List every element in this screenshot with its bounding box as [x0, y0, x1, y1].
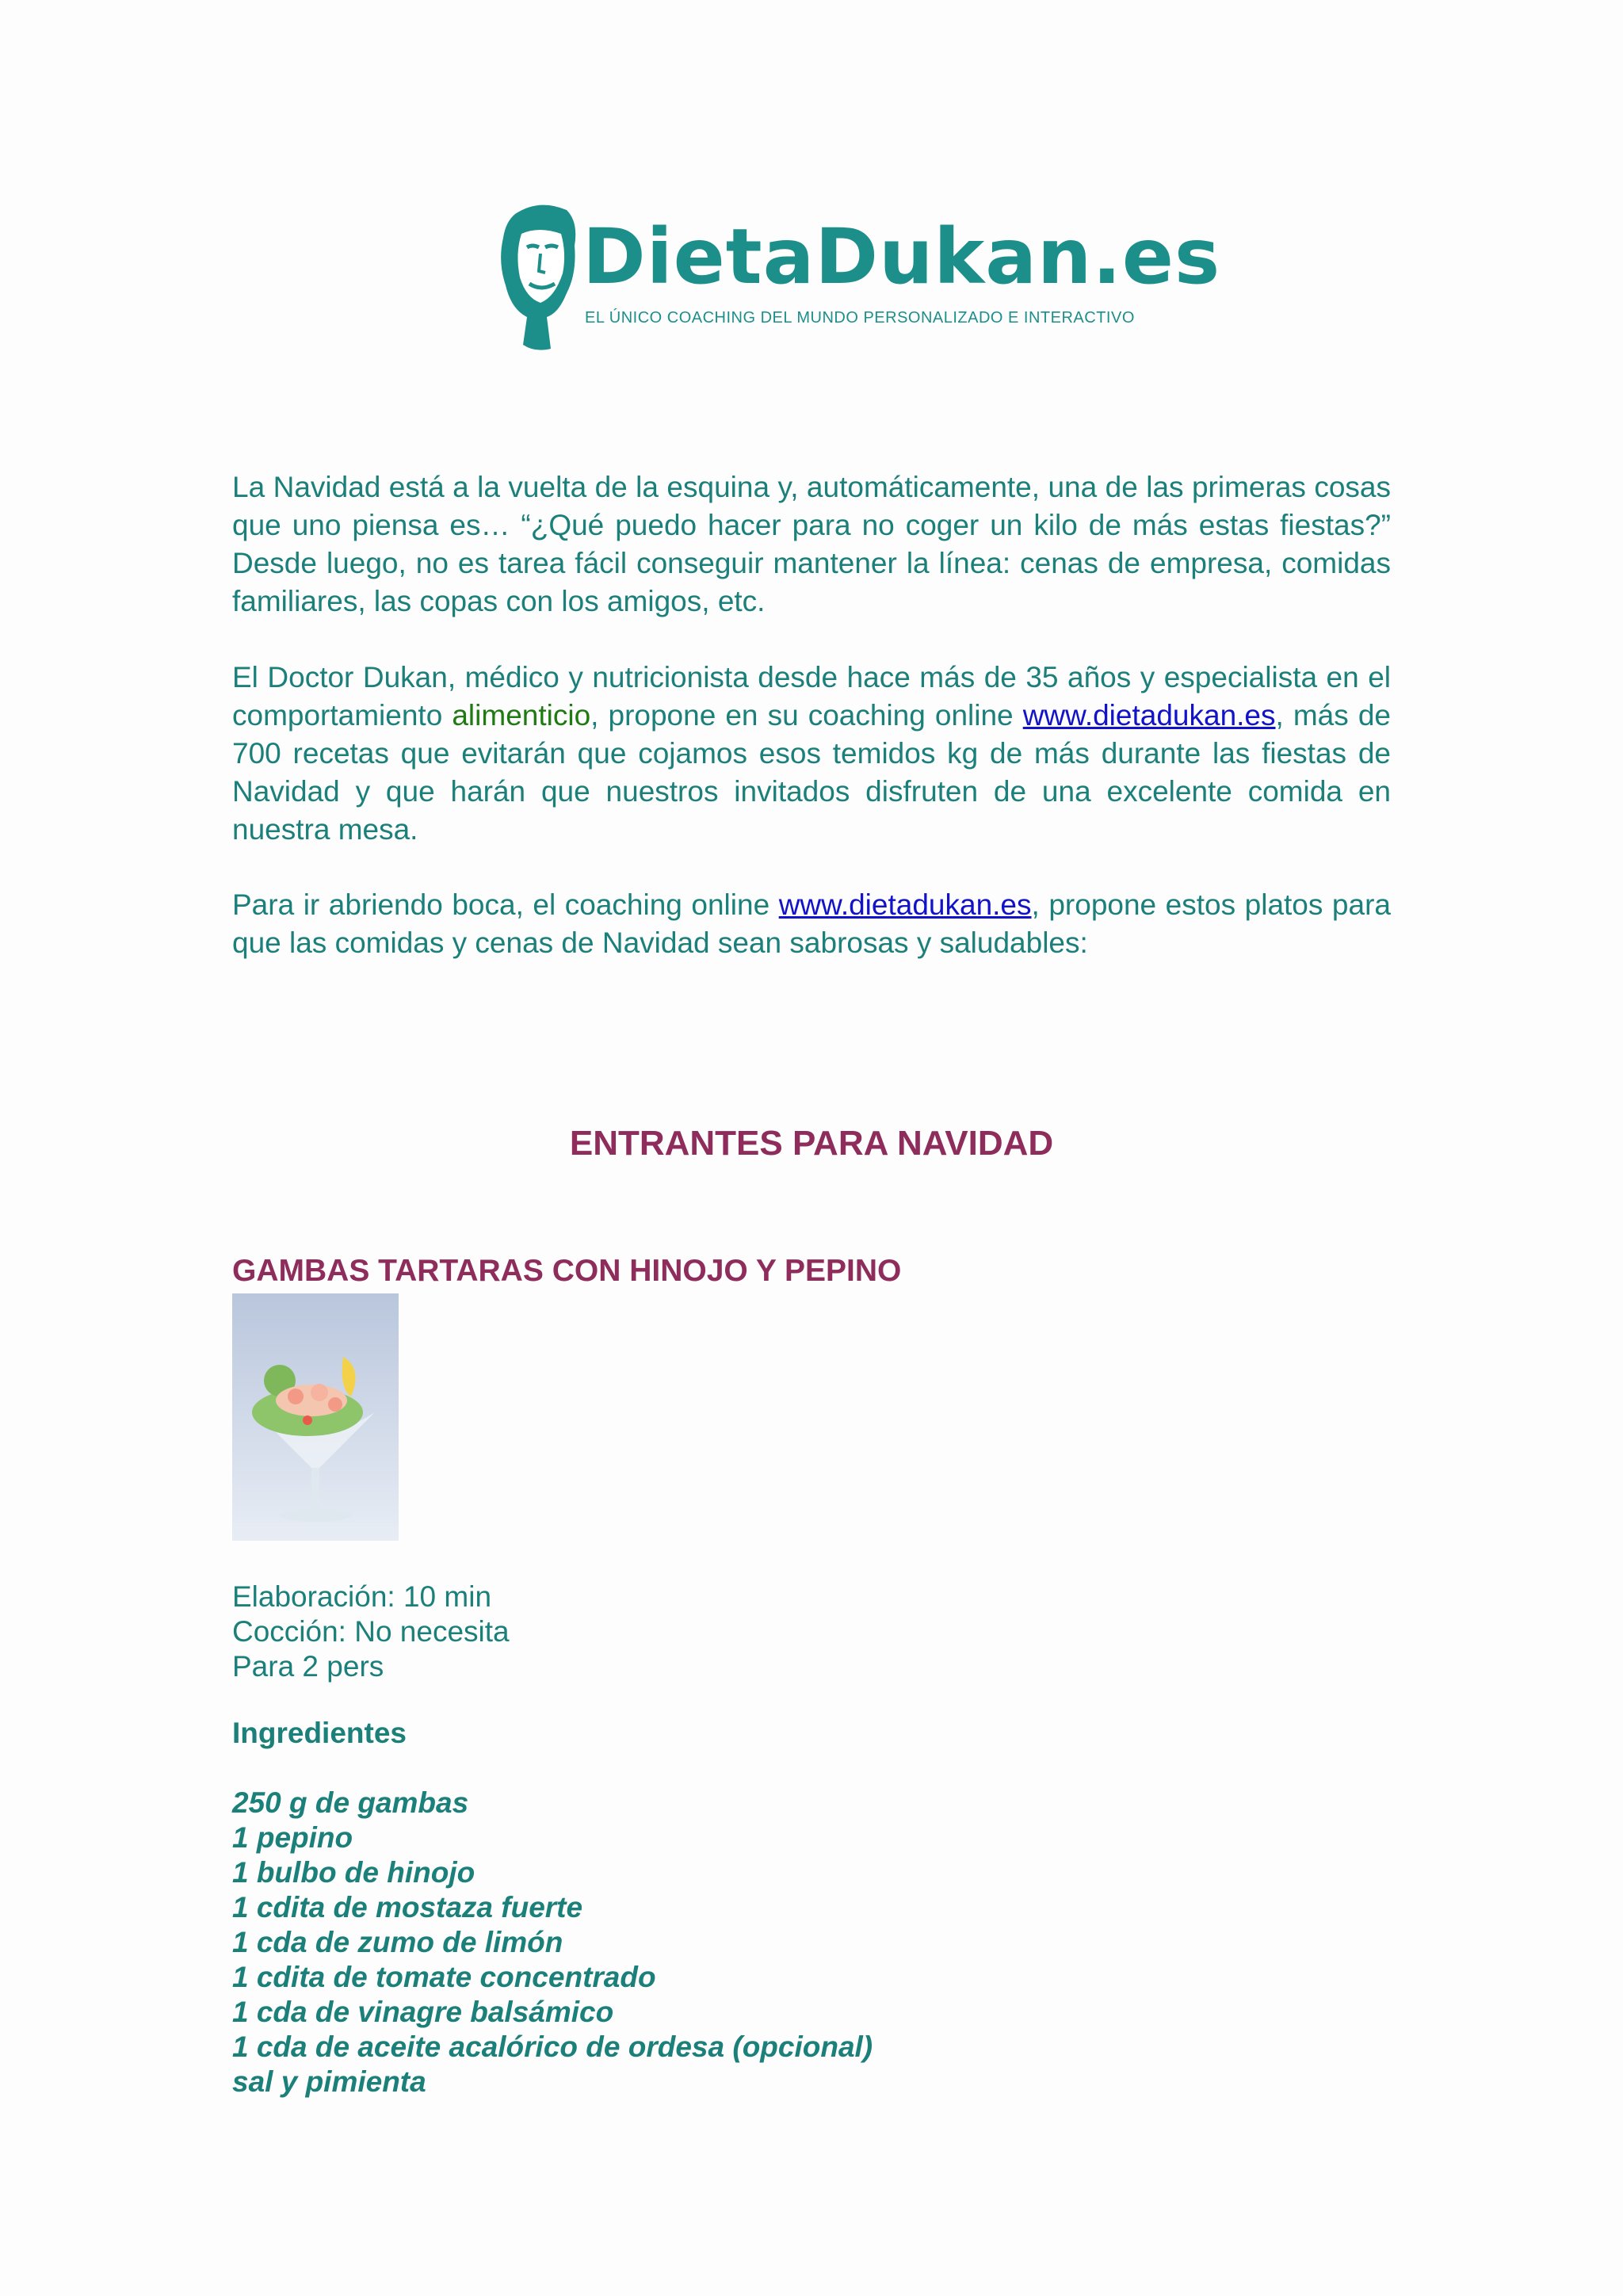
- intro-paragraph-1: La Navidad está a la vuelta de la esquina y, automáticamente, una de las primeras cosas que uno piensa es… “¿Qué puedo hacer para no coger un kilo de más estas fiestas?” Desde luego, no es tarea fácil conseguir mantener la línea: cenas de empresa, comidas familiares, las copas con los amigos, etc.: [232, 471, 1391, 617]
- p2-text-3: , más de 700 recetas que evitarán que cojamos esos temidos kg de más durante las fiestas de Navidad y que harán que nuestros invitados disfruten de una excelente comida en nuestra mesa.: [232, 699, 1391, 846]
- cook-time: Cocción: No necesita: [232, 1615, 510, 1648]
- recipe-photo: [232, 1293, 399, 1541]
- recipe-info: [232, 1580, 510, 1684]
- ingredients-heading: Ingredientes: [232, 1717, 407, 1749]
- p2-text-2: , propone en su coaching online: [590, 699, 1023, 732]
- ingredient-item: 1 cda de vinagre balsámico: [232, 1996, 614, 2028]
- ingredient-item: 250 g de gambas: [232, 1786, 469, 1819]
- ingredient-item: sal y pimienta: [232, 2065, 426, 2098]
- p3-text-1: Para ir abriendo boca, el coaching online: [232, 888, 779, 921]
- section-title: ENTRANTES PARA NAVIDAD: [569, 1124, 1054, 1163]
- doctor-portrait-logo-icon: [491, 198, 586, 357]
- dietadukan-logo: [491, 198, 1221, 357]
- logo-tagline: EL ÚNICO COACHING DEL MUNDO PERSONALIZADO E INTERACTIVO: [585, 309, 1135, 327]
- logo-wordmark: DietaDukan.es: [582, 212, 1221, 301]
- ingredient-item: 1 pepino: [232, 1821, 353, 1854]
- servings: Para 2 pers: [232, 1650, 384, 1683]
- ingredient-item: 1 cdita de mostaza fuerte: [232, 1891, 583, 1924]
- ingredient-item: 1 bulbo de hinojo: [232, 1856, 475, 1889]
- intro-paragraph-3: [232, 886, 1391, 962]
- p2-text-1: El Doctor Dukan, médico y nutricionista desde hace más de 35 años y especialista en el comportamiento: [232, 661, 1391, 732]
- ingredient-item: 1 cda de zumo de limón: [232, 1926, 563, 1958]
- dietadukan-link[interactable]: www.dietadukan.es: [1022, 699, 1276, 732]
- highlighted-word: alimenticio: [452, 699, 591, 732]
- intro-paragraph-2: [232, 659, 1391, 849]
- ingredient-item: 1 cdita de tomate concentrado: [232, 1961, 656, 1993]
- prep-time: Elaboración: 10 min: [232, 1580, 492, 1613]
- ingredients-list: [232, 1786, 873, 2099]
- p3-text-2: , propone estos platos para que las comidas y cenas de Navidad sean sabrosas y saludables:: [232, 888, 1391, 959]
- recipe-title: GAMBAS TARTARAS CON HINOJO Y PEPINO: [232, 1254, 902, 1288]
- ingredient-item: 1 cda de aceite acalórico de ordesa (opcional): [232, 2030, 873, 2063]
- dietadukan-link-2[interactable]: www.dietadukan.es: [778, 888, 1032, 921]
